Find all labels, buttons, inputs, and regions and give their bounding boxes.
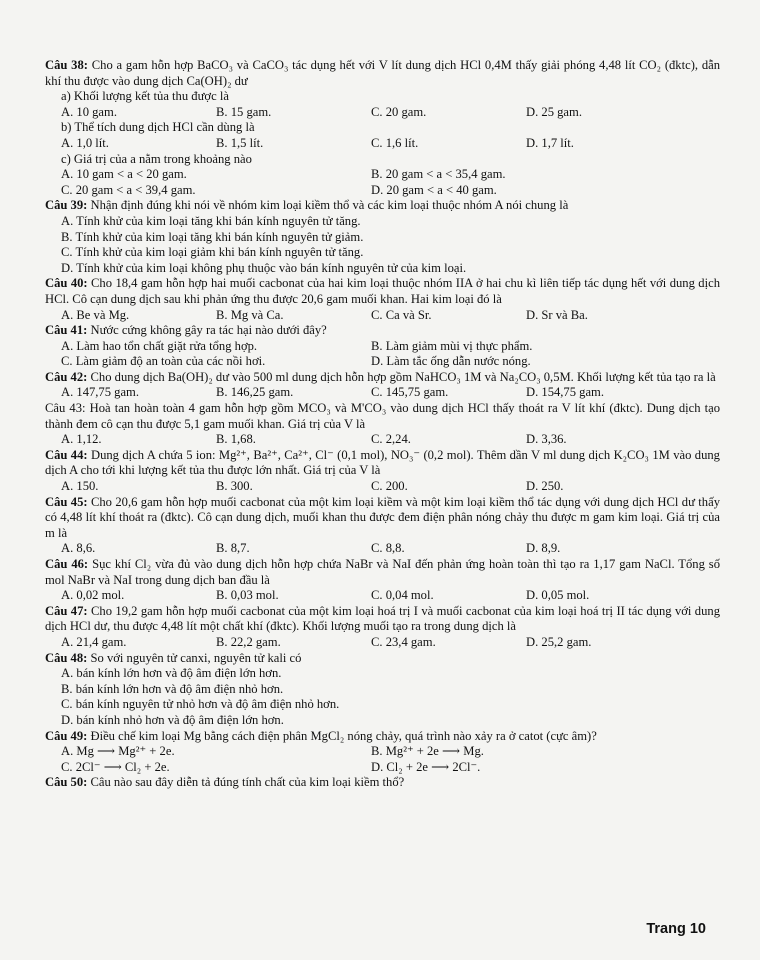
question-body: Dung dịch A chứa 5 ion: Mg²⁺, Ba²⁺, Ca²⁺, Cl⁻ (0,1 mol), NO₃⁻ (0,2 mol). Thêm dần V ml dung dịch K₂CO₃ 1M vào dung dịch A cho tới khi lượng kết tủa thu được lớn nhất. Giá trị của V là — [45, 447, 720, 478]
answer-option: D. 0,05 mol. — [526, 588, 590, 603]
answer-options-row — [45, 588, 720, 604]
answer-options-row — [45, 183, 720, 199]
answer-option: B. Tính khử của kim loại tăng khi bán kính nguyên tử giảm. — [61, 229, 364, 244]
question-number: Câu 42: — [45, 369, 88, 384]
question-body: Cho 18,4 gam hỗn hợp hai muối cacbonat của hai kim loại thuộc nhóm IIA ở hai chu kì liên tiếp tác dụng hết với dung dịch HCl. Cô cạn dung dịch sau khi phản ứng thu được 20,6 gam muối khan. Hai kim loại đó là — [45, 276, 720, 306]
question-body: Điều chế kim loại Mg bằng cách điện phân MgCl₂ nóng chảy, quá trình nào xảy ra ở catot (cực âm)? — [90, 728, 597, 743]
answer-option: C. 20 gam < a < 39,4 gam. — [61, 182, 196, 197]
question-text — [45, 495, 720, 542]
question-body: Nước cứng không gây ra tác hại nào dưới đây? — [90, 323, 327, 338]
answer-option: B. Mg và Ca. — [216, 307, 284, 322]
answer-option: B. Mg²⁺ + 2e ⟶ Mg. — [371, 744, 484, 759]
question-number: Câu 44: — [45, 447, 88, 462]
answer-option: D. 3,36. — [526, 432, 567, 447]
question-body: Sục khí Cl₂ vừa đủ vào dung dịch hỗn hợp chứa NaBr và NaI đến phản ứng hoàn toàn thì tạo ra 1,17 gam NaCl. Tổng số mol NaBr và NaI trong dung dịch ban đầu là — [45, 557, 720, 587]
sub-question: b) Thể tích dung dịch HCl cần dùng là — [61, 120, 255, 135]
question-body: Cho a gam hỗn hợp BaCO₃ và CaCO₃ tác dụng hết với V lít dung dịch HCl 0,4M thấy giải phóng 4,48 lít CO₂ (đktc), dẫn khí thu được vào dung dịch Ca(OH)₂ dư — [45, 58, 721, 88]
question-body: Cho dung dịch Ba(OH)₂ dư vào 500 ml dung dịch hỗn hợp gồm NaHCO₃ 1M và Na₂CO₃ 0,5M. Khối lượng kết tủa tạo ra là — [90, 369, 716, 384]
answer-option: B. Làm giảm mùi vị thực phẩm. — [371, 338, 533, 353]
answer-option: D. Cl₂ + 2e ⟶ 2Cl⁻. — [371, 759, 481, 774]
answer-options-row — [45, 432, 720, 448]
question-text — [45, 651, 720, 667]
question-number: Câu 47: — [45, 603, 88, 618]
answer-option: A. Tính khử của kim loại tăng khi bán kính nguyên tử tăng. — [61, 213, 361, 228]
answer-options-row — [45, 339, 720, 355]
question-text: Câu 43: Hoà tan hoàn toàn 4 gam hỗn hợp gồm MCO₃ và M'CO₃ vào dung dịch HCl thấy thoát ra V lít khí (đktc). Dung dịch tạo thành đem cô cạn thu được 5,1 gam muối khan. Giá trị của V là — [45, 401, 720, 431]
answer-option: A. Làm hao tổn chất giặt rửa tổng hợp. — [61, 338, 258, 353]
answer-option: C. 1,6 lít. — [371, 135, 419, 150]
question-number: Câu 38: — [45, 58, 88, 72]
answer-option: A. 150. — [61, 479, 99, 494]
answer-option: D. Sr và Ba. — [526, 307, 588, 322]
answer-option: B. 8,7. — [216, 541, 250, 556]
answer-options-row — [45, 385, 720, 401]
answer-option: B. 300. — [216, 479, 253, 494]
question-body: Nhận định đúng khi nói về nhóm kim loại kiềm thổ và các kim loại thuộc nhóm A nói chung là — [90, 198, 569, 213]
answer-option: B. 22,2 gam. — [216, 634, 281, 649]
answer-option: A. 8,6. — [61, 541, 96, 556]
answer-option: B. 1,68. — [216, 432, 256, 447]
question-number: Câu 41: — [45, 323, 88, 338]
answer-option: B. 20 gam < a < 35,4 gam. — [371, 167, 506, 182]
question-text — [45, 604, 720, 635]
answer-option: D. 20 gam < a < 40 gam. — [371, 182, 497, 197]
question-body: Câu nào sau đây diễn tả đúng tính chất của kim loại kiềm thổ? — [90, 775, 405, 790]
answer-option: C. 2,24. — [371, 432, 411, 447]
question-text — [45, 448, 720, 479]
answer-option: A. 147,75 gam. — [61, 385, 140, 400]
answer-option: C. 145,75 gam. — [371, 385, 449, 400]
question-body: Cho 19,2 gam hỗn hợp muối cacbonat của một kim loại hoá trị I và muối cacbonat của kim loại hoá trị II tác dụng với dung dịch HCl dư, thu được 4,48 lít một chất khí (đktc). Khối lượng muối tạo ra trong dung dịch là — [45, 603, 720, 634]
question-list — [45, 58, 720, 791]
answer-option: D. bán kính nhỏ hơn và độ âm điện lớn hơn. — [61, 712, 284, 727]
answer-options-row — [45, 760, 720, 776]
question-number: Câu 40: — [45, 276, 88, 291]
question-body: So với nguyên tử canxi, nguyên tử kali có — [90, 650, 302, 665]
answer-options-row — [45, 744, 720, 760]
question-number: Câu 45: — [45, 494, 88, 509]
question-number: Câu 50: — [45, 775, 88, 790]
sub-question: a) Khối lượng kết tủa thu được là — [61, 89, 229, 104]
answer-options-row — [45, 308, 720, 324]
answer-option: C. 20 gam. — [371, 104, 427, 119]
answer-option: B. 146,25 gam. — [216, 385, 294, 400]
question-text — [45, 775, 720, 791]
sub-question: c) Giá trị của a nằm trong khoảng nào — [61, 151, 252, 166]
answer-option: D. 25,2 gam. — [526, 634, 592, 649]
question-text — [45, 557, 720, 588]
answer-option: D. Tính khử của kim loại không phụ thuộc vào bán kính nguyên tử của kim loại. — [61, 260, 467, 275]
answer-option: C. bán kính nguyên tử nhỏ hơn và độ âm điện nhỏ hơn. — [61, 697, 340, 712]
question-number: Câu 49: — [45, 728, 88, 743]
question-number: Câu 48: — [45, 650, 88, 665]
answer-option: C. 2Cl⁻ ⟶ Cl₂ + 2e. — [61, 759, 170, 774]
question-text — [45, 276, 720, 307]
answer-option: C. 8,8. — [371, 541, 405, 556]
answer-option: C. 23,4 gam. — [371, 634, 436, 649]
question-text — [45, 370, 720, 386]
question-text — [45, 323, 720, 339]
answer-option: A. 10 gam < a < 20 gam. — [61, 167, 187, 182]
answer-option: C. Ca và Sr. — [371, 307, 432, 322]
answer-option: D. 154,75 gam. — [526, 385, 605, 400]
answer-option: A. 1,12. — [61, 432, 102, 447]
answer-option: D. 25 gam. — [526, 104, 582, 119]
answer-option: D. Làm tắc ống dẫn nước nóng. — [371, 354, 531, 369]
answer-options-row — [45, 635, 720, 651]
answer-option: A. 1,0 lít. — [61, 135, 109, 150]
page-number: Trang 10 — [646, 921, 706, 937]
answer-option: D. 250. — [526, 479, 564, 494]
answer-option: C. Làm giảm độ an toàn của các nồi hơi. — [61, 354, 266, 369]
answer-options-row — [45, 105, 720, 121]
answer-option: A. 10 gam. — [61, 104, 117, 119]
answer-option: C. Tính khử của kim loại giảm khi bán kính nguyên tử tăng. — [61, 245, 364, 260]
question-number: Câu 46: — [45, 557, 89, 571]
answer-option: B. 0,03 mol. — [216, 588, 279, 603]
question-text — [45, 198, 720, 214]
answer-option: D. 1,7 lít. — [526, 135, 574, 150]
answer-option: D. 8,9. — [526, 541, 561, 556]
answer-option: C. 200. — [371, 479, 408, 494]
answer-option: C. 0,04 mol. — [371, 588, 434, 603]
answer-options-row — [45, 167, 720, 183]
question-text — [45, 58, 720, 89]
answer-option: B. 1,5 lít. — [216, 135, 264, 150]
question-text — [45, 729, 720, 745]
answer-option: B. 15 gam. — [216, 104, 272, 119]
answer-options-row — [45, 541, 720, 557]
answer-options-row — [45, 136, 720, 152]
answer-options-row — [45, 354, 720, 370]
answer-option: A. Be và Mg. — [61, 307, 130, 322]
answer-option: B. bán kính lớn hơn và độ âm điện nhỏ hơn. — [61, 681, 284, 696]
answer-option: A. bán kính lớn hơn và độ âm điện lớn hơn. — [61, 666, 282, 681]
answer-option: A. Mg ⟶ Mg²⁺ + 2e. — [61, 744, 175, 759]
question-body: Cho 20,6 gam hỗn hợp muối cacbonat của một kim loại kiềm và một kim loại kiềm thổ tác dụng với dung dịch HCl dư thấy có 4,48 lít khí thoát ra (đktc). Cô cạn dung dịch, muối khan thu được đem điện phân nóng chảy thu được m gam kim loại. Giá trị của m là — [45, 494, 720, 540]
answer-option: A. 0,02 mol. — [61, 588, 125, 603]
question-number: Câu 39: — [45, 198, 88, 213]
answer-options-row — [45, 479, 720, 495]
answer-option: A. 21,4 gam. — [61, 634, 127, 649]
